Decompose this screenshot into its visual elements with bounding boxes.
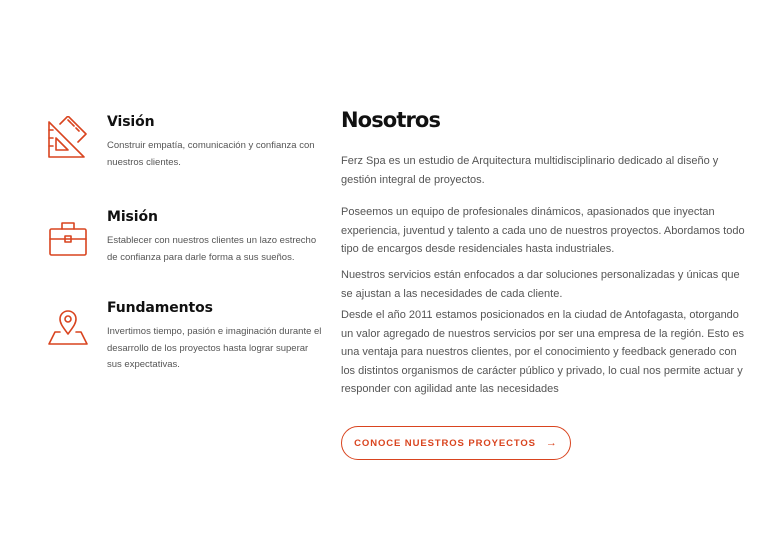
feature-text: Establecer con nuestros clientes un lazo estrecho de confianza para darle forma a sus sueños. — [107, 235, 317, 263]
feature-text: Invertimos tiempo, pasión e imaginación durante el desarrollo de los proyectos hasta lograr superar sus expectativas. — [107, 326, 322, 370]
feature-title: Visión — [107, 114, 155, 130]
feature-text: Construir empatía, comunicación y confianza con nuestros clientes. — [107, 140, 315, 168]
feature-title: Fundamentos — [107, 300, 213, 316]
briefcase-icon — [46, 217, 90, 261]
feature-title: Misión — [107, 209, 158, 225]
about-section — [341, 108, 751, 395]
about-paragraph-4: Desde el año 2011 estamos posicionados en la ciudad de Antofagasta, otorgando un valor agregado de nuestros servicios por ser una empresa de la región. Esto es una ventaja para nuestros clientes, por el conocimiento y feedback generado con los distintos organismos de carácter público y privado, lo cual nos permite actuar y responder con agilidad ante las necesidades — [341, 309, 744, 395]
page-title: Nosotros — [341, 108, 441, 132]
about-paragraph-1: Ferz Spa es un estudio de Arquitectura multidisciplinario dedicado al diseño y gestión integral de proyectos. — [341, 155, 719, 186]
about-paragraph-3: Nuestros servicios están enfocados a dar soluciones personalizadas y únicas que se ajustan a las necesidades de cada cliente. — [341, 269, 740, 300]
view-projects-button[interactable] — [341, 426, 571, 460]
view-projects-label: CONOCE NUESTROS PROYECTOS — [354, 437, 536, 449]
map-pin-icon — [46, 308, 90, 352]
arrow-right-icon: → — [545, 437, 558, 449]
ruler-triangle-icon — [46, 116, 90, 160]
about-paragraph-2: Poseemos un equipo de profesionales dinámicos, apasionados que inyectan experiencia, juventud y talento a cada uno de nuestros proyectos. Abordamos todo tipo de encargos desde residenciales hasta industriales. — [341, 206, 745, 255]
